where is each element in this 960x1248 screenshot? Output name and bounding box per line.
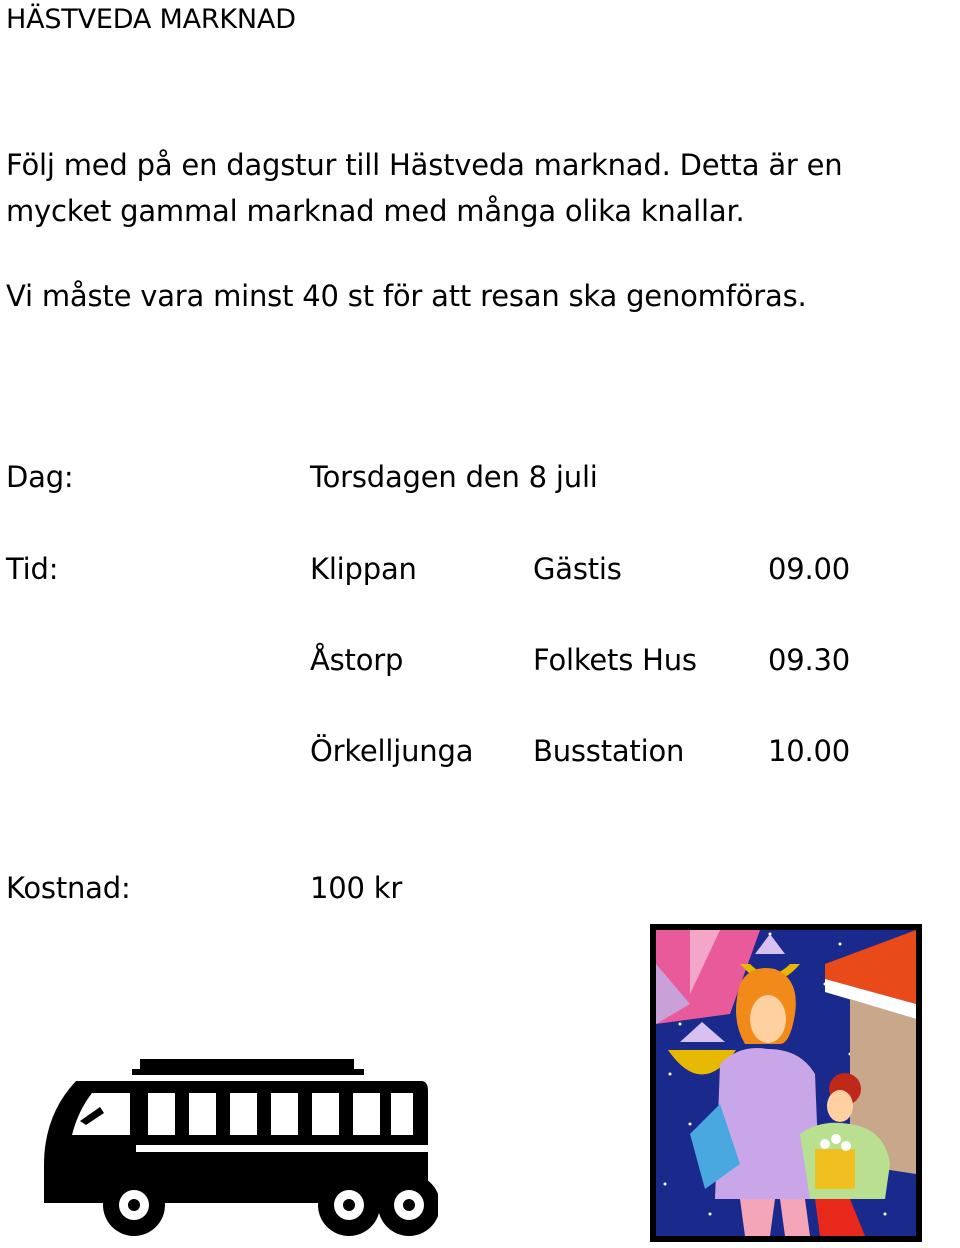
stop-time: 09.00 <box>768 552 851 586</box>
cost-label: Kostnad: <box>6 871 131 905</box>
stop-time: 09.30 <box>768 643 851 677</box>
stop-town: Klippan <box>310 552 417 586</box>
stop-place: Gästis <box>533 552 622 586</box>
day-value: Torsdagen den 8 juli <box>310 460 598 494</box>
stop-time: 10.00 <box>768 734 851 768</box>
requirement-text: Vi måste vara minst 40 st för att resan ska genomföras. <box>6 279 807 313</box>
stop-place: Folkets Hus <box>533 643 697 677</box>
market-clipart <box>650 924 922 1242</box>
stop-town: Åstorp <box>310 643 404 677</box>
day-label: Dag: <box>6 460 74 494</box>
stop-town: Örkelljunga <box>310 734 474 768</box>
bus-icon <box>36 1055 438 1248</box>
intro-line-1: Följ med på en dagstur till Hästveda marknad. Detta är en <box>6 148 843 182</box>
intro-line-2: mycket gammal marknad med många olika knallar. <box>6 194 745 228</box>
intro-paragraph <box>6 142 842 234</box>
cost-value: 100 kr <box>310 871 403 905</box>
page-title: HÄSTVEDA MARKNAD <box>6 4 296 35</box>
stop-place: Busstation <box>533 734 685 768</box>
time-label: Tid: <box>6 552 59 586</box>
